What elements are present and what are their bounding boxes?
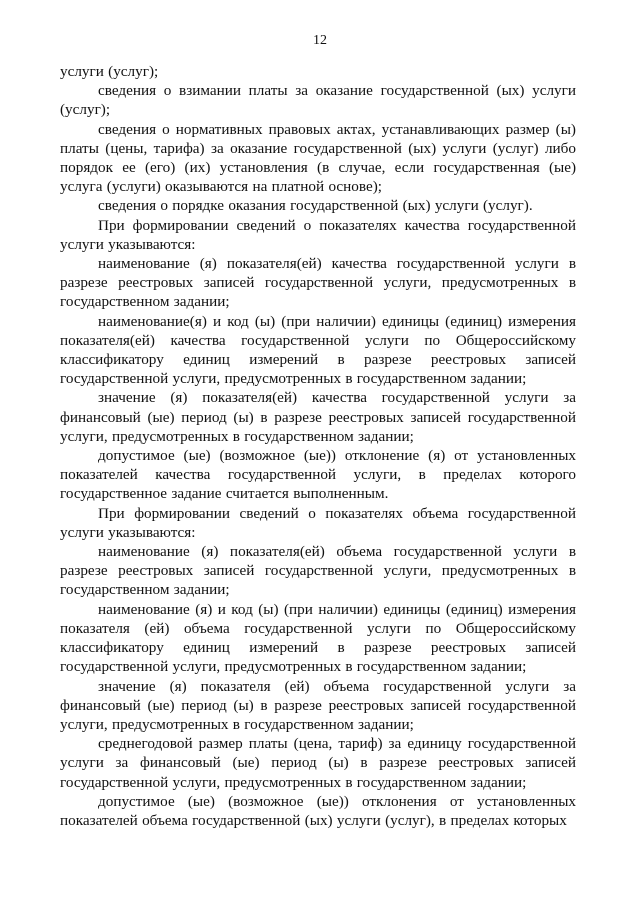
paragraph: среднегодовой размер платы (цена, тариф) за единицу государственной услуги за финансовый (ые) период (ы) в разрезе реестровых записей государственной услуги, предусмотренных в государственном задании; bbox=[60, 735, 576, 791]
paragraph: сведения о взимании платы за оказание государственной (ых) услуги (услуг); bbox=[60, 82, 576, 119]
paragraph: наименование (я) показателя(ей) объема государственной услуги в разрезе реестровых записей государственной услуги, предусмотренных в государственном задании; bbox=[60, 543, 576, 599]
page-number: 12 bbox=[313, 33, 327, 48]
paragraph: При формировании сведений о показателях качества государственной услуги указываются: bbox=[60, 216, 576, 253]
paragraph: значение (я) показателя(ей) качества государственной услуги за финансовый (ые) период (ы) в разрезе реестровых записей государственной услуги, предусмотренных в государственном задании; bbox=[60, 389, 576, 445]
paragraph: сведения о порядке оказания государственной (ых) услуги (услуг). bbox=[98, 197, 533, 215]
paragraph: услуги (услуг); bbox=[60, 63, 159, 80]
document-body bbox=[60, 62, 576, 830]
paragraph: При формировании сведений о показателях объема государственной услуги указываются: bbox=[60, 504, 576, 541]
paragraph: наименование (я) показателя(ей) качества государственной услуги в разрезе реестровых записей государственной услуги, предусмотренных в государственном задании; bbox=[60, 255, 576, 311]
paragraph: сведения о нормативных правовых актах, устанавливающих размер (ы) платы (цены, тарифа) за оказание государственной (ых) услуги (услуг) либо порядок ее (его) (их) установления (в случае, если государственная (ые) услуга (услуги) оказываются на платной основе); bbox=[60, 120, 576, 196]
paragraph: допустимое (ые) (возможное (ые)) отклонение (я) от установленных показателей качества государственной услуги, в пределах которого государственное задание считается выполненным. bbox=[60, 447, 576, 503]
paragraph: наименование(я) и код (ы) (при наличии) единицы (единиц) измерения показателя(ей) качества государственной услуги по Общероссийскому классификатору единиц измерений в разрезе реестровых записей государственной услуги, предусмотренных в государственном задании; bbox=[60, 312, 576, 388]
paragraph: значение (я) показателя (ей) объема государственной услуги за финансовый (ые) период (ы) в разрезе реестровых записей государственной услуги, предусмотренных в государственном задании; bbox=[60, 677, 576, 733]
paragraph: допустимое (ые) (возможное (ые)) отклонения от установленных показателей объема государственной (ых) услуги (услуг), в пределах которых bbox=[60, 792, 576, 829]
paragraph: наименование (я) и код (ы) (при наличии) единицы (единиц) измерения показателя (ей) объема государственной услуги по Общероссийскому классификатору единиц измерений в разрезе реестровых записей государственной услуги, предусмотренных в государственном задании; bbox=[60, 600, 576, 676]
